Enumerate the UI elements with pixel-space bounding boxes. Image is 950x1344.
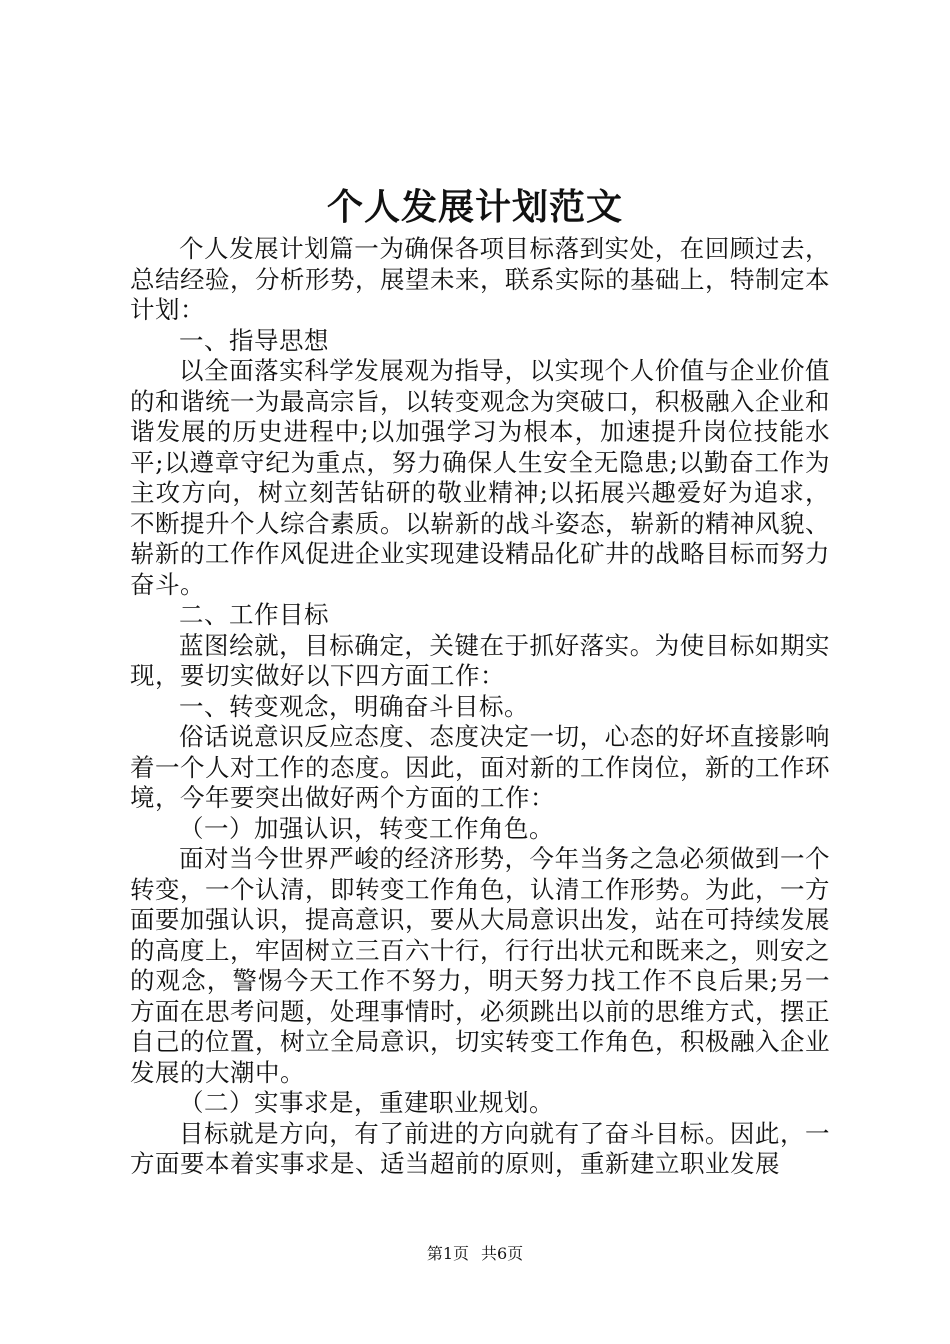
document-title: 个人发展计划范文 [326,186,623,228]
page-total: 共6页 [481,1244,524,1263]
subheading-strengthen-awareness: （一）加强认识，转变工作角色。 [179,813,554,843]
page-footer [0,1243,950,1265]
paragraph-work-goals: 蓝图绘就，目标确定，关键在于抓好落实。为使目标如期实现，要切实做好以下四方面工作： [130,630,830,690]
heading-work-goals: 二、工作目标 [179,600,329,629]
paragraph-career-planning: 目标就是方向，有了前进的方向就有了奋斗目标。因此，一方面要本着实事求是、适当超前的原则，重新建立职业发展 [130,1118,830,1178]
paragraph-change-mindset: 俗话说意识反应态度、态度决定一切，心态的好坏直接影响着一个人对工作的态度。因此，面对新的工作岗位，新的工作环境，今年要突出做好两个方面的工作： [130,722,830,812]
heading-guiding-ideology: 一、指导思想 [179,325,329,355]
paragraph-strengthen-awareness: 面对当今世界严峻的经济形势，今年当务之急必须做到一个转变，一个认清，即转变工作角色，认清工作形势。为此，一方面要加强认识，提高意识，要从大局意识出发，站在可持续发展的高度上，牢固树立三百六十行，行行出状元和既来之，则安之的观念，警惕今天工作不努力，明天努力找工作不良后果;另一方面在思考问题，处理事情时，必须跳出以前的思维方式，摆正自己的位置，树立全局意识，切实转变工作角色，积极融入企业发展的大潮中。 [130,844,830,1087]
paragraph-guiding-ideology: 以全面落实科学发展观为指导，以实现个人价值与企业价值的和谐统一为最高宗旨，以转变观念为突破口，积极融入企业和谐发展的历史进程中;以加强学习为根本，加速提升岗位技能水平;以遵章守纪为重点，努力确保人生安全无隐患;以勤奋工作为主攻方向，树立刻苦钻研的敬业精神;以拓展兴趣爱好为追求，不断提升个人综合素质。以崭新的战斗姿态，崭新的精神风貌、崭新的工作作风促进企业实现建设精品化矿井的战略目标而努力奋斗。 [130,356,830,599]
subheading-career-planning: （二）实事求是，重建职业规划。 [179,1088,554,1117]
paragraph-intro: 个人发展计划篇一为确保各项目标落到实处，在回顾过去，总结经验，分析形势，展望未来，联系实际的基础上，特制定本计划： [130,234,830,324]
document-body [130,234,830,1180]
heading-change-mindset: 一、转变观念，明确奋斗目标。 [179,691,529,721]
page-number: 第1页 [426,1244,469,1263]
